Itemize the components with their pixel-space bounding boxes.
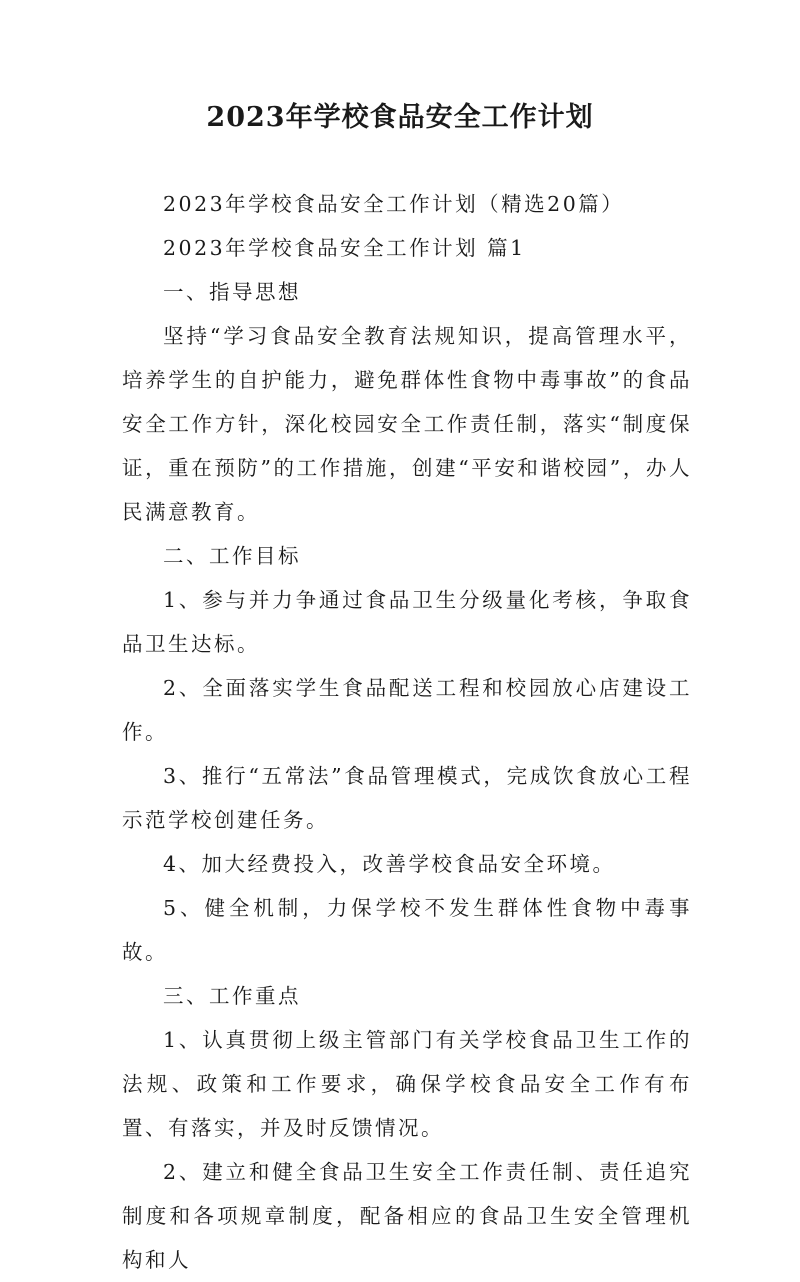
paragraph-goal-1: 1、参与并力争通过食品卫生分级量化考核，争取食品卫生达标。 bbox=[122, 588, 692, 656]
paragraph-focus-2: 2、建立和健全食品卫生安全工作责任制、责任追究制度和各项规章制度，配备相应的食品卫生安全管理机构和人 bbox=[122, 1160, 692, 1272]
paragraph-goal-3: 3、推行“五常法”食品管理模式，完成饮食放心工程示范学校创建任务。 bbox=[122, 764, 692, 832]
section-heading-work-focus: 三、工作重点 bbox=[163, 984, 301, 1008]
section-heading-work-goals: 二、工作目标 bbox=[163, 544, 301, 568]
document-title: 2023年学校食品安全工作计划 bbox=[206, 102, 594, 133]
paragraph-guiding-ideology: 坚持“学习食品安全教育法规知识，提高管理水平，培养学生的自护能力，避免群体性食物中毒事故”的食品安全工作方针，深化校园安全工作责任制，落实“制度保证，重在预防”的工作措施，创建“平安和谐校园”，办人民满意教育。 bbox=[122, 324, 692, 524]
paragraph-goal-4: 4、加大经费投入，改善学校食品安全环境。 bbox=[163, 852, 616, 876]
paragraph-subtitle: 2023年学校食品安全工作计划（精选20篇） bbox=[163, 192, 625, 216]
paragraph-focus-1: 1、认真贯彻上级主管部门有关学校食品卫生工作的法规、政策和工作要求，确保学校食品安全工作有布置、有落实，并及时反馈情况。 bbox=[122, 1028, 692, 1140]
paragraph-goal-2: 2、全面落实学生食品配送工程和校园放心店建设工作。 bbox=[122, 676, 692, 744]
section-heading-guiding-ideology: 一、指导思想 bbox=[163, 280, 301, 304]
paragraph-goal-5: 5、健全机制，力保学校不发生群体性食物中毒事故。 bbox=[122, 896, 692, 964]
document-body bbox=[122, 182, 692, 1282]
paragraph-article-heading: 2023年学校食品安全工作计划 篇1 bbox=[163, 236, 526, 260]
